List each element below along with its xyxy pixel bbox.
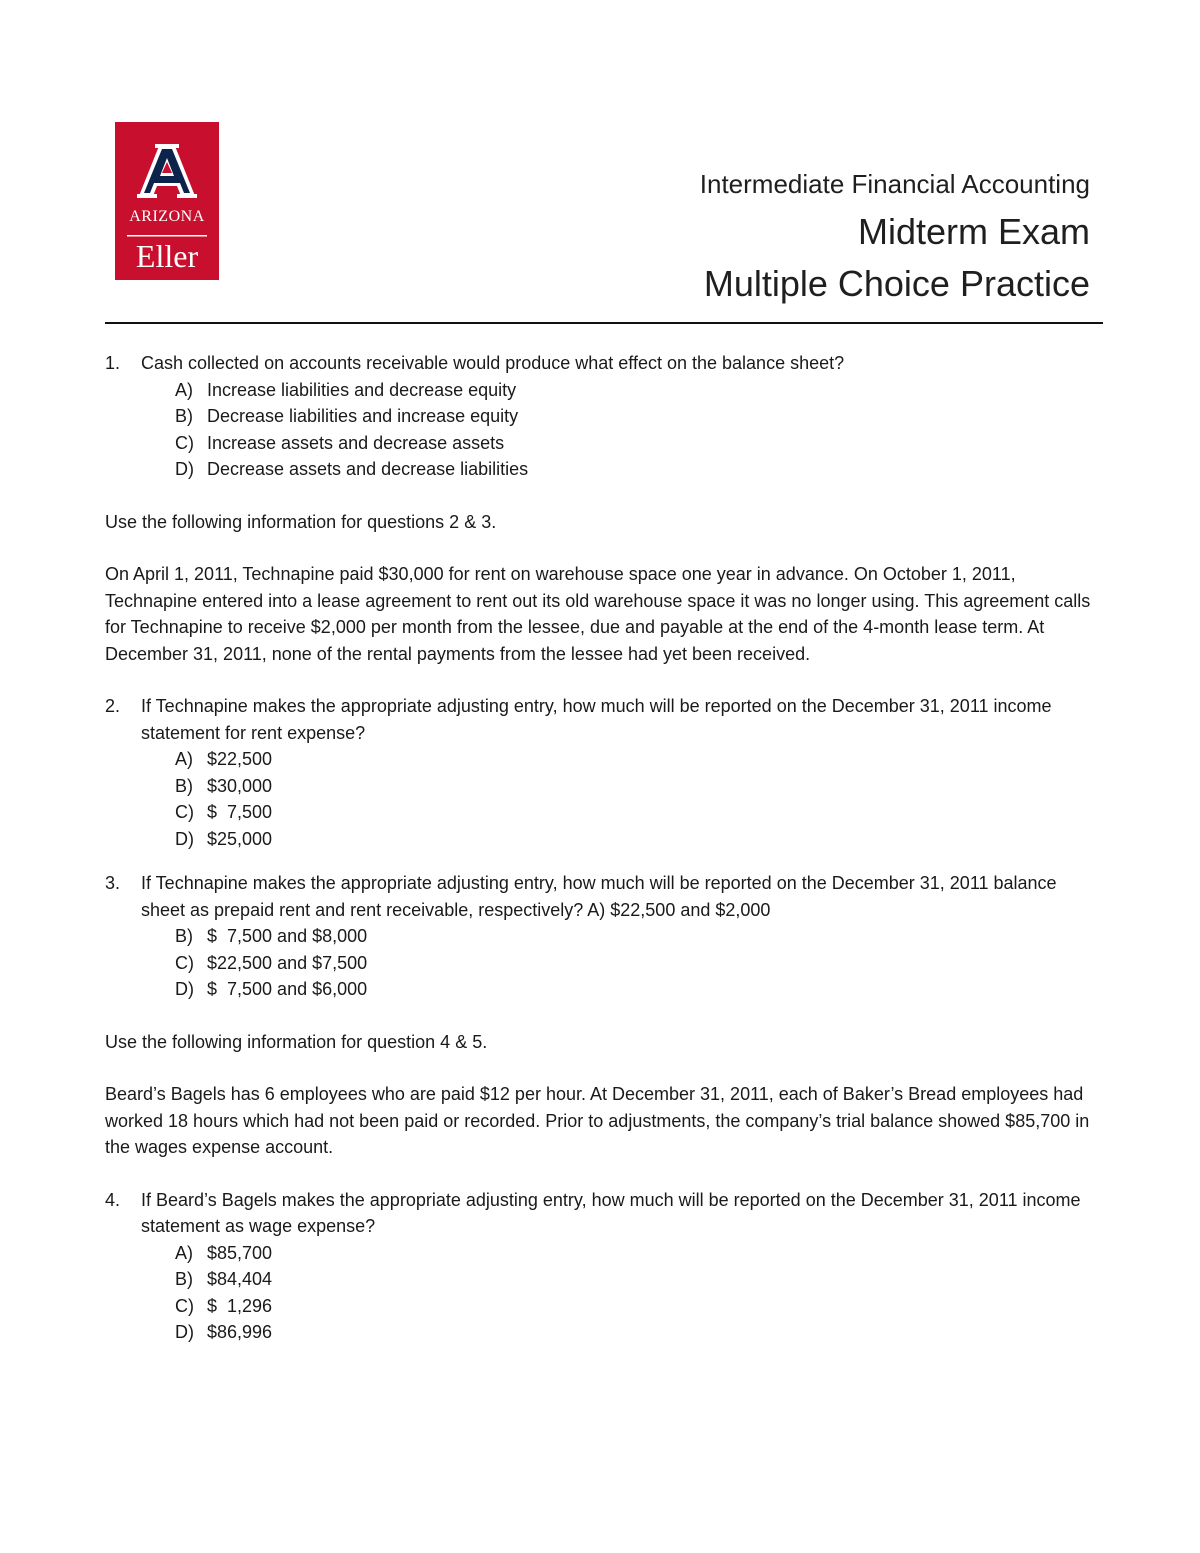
option-d: D) $25,000: [175, 828, 273, 849]
question-1: [105, 350, 1100, 377]
header-divider: [105, 322, 1103, 324]
exam-content: [105, 350, 1100, 1346]
question-4-options: [105, 1240, 1100, 1346]
exam-subtitle: Multiple Choice Practice: [703, 263, 1090, 304]
question-number: 2.: [105, 696, 121, 716]
logo-text-eller: Eller: [135, 238, 199, 274]
info-intro-1: Use the following information for questions 2 & 3.: [105, 511, 497, 532]
option-d: D) $86,996: [175, 1322, 273, 1342]
question-4: [105, 1187, 1100, 1240]
option-a: A) $22,500: [175, 749, 273, 769]
course-title: Intermediate Financial Accounting: [699, 169, 1090, 199]
option-d: D) Decrease assets and decrease liabilities: [175, 459, 529, 479]
exam-title: Midterm Exam: [857, 211, 1090, 252]
question-text: If Technapine makes the appropriate adjusting entry, how much will be reported on the December 31, 2011 balance sheet as prepaid rent and rent receivable, respectively? A) $22,500 and $2,000: [141, 873, 1057, 920]
option-c: C) Increase assets and decrease assets: [175, 432, 505, 453]
question-3: [105, 870, 1100, 923]
question-text: Cash collected on accounts receivable would produce what effect on the balance sheet?: [141, 353, 845, 373]
question-1-options: [105, 377, 1100, 483]
option-a: A) Increase liabilities and decrease equity: [175, 379, 517, 400]
info-intro-2: Use the following information for question 4 & 5.: [105, 1031, 488, 1052]
logo-text-arizona: ARIZONA: [129, 208, 205, 225]
option-c: C) $22,500 and $7,500: [175, 952, 368, 973]
option-b: B) $ 7,500 and $8,000: [175, 926, 368, 946]
question-text: If Technapine makes the appropriate adjusting entry, how much will be reported on the December 31, 2011 income statement for rent expense?: [141, 696, 1052, 743]
option-c: C) $ 7,500: [175, 802, 273, 822]
question-number: 4.: [105, 1189, 121, 1210]
question-text: If Beard’s Bagels makes the appropriate adjusting entry, how much will be reported on the December 31, 2011 income statement as wage expense?: [141, 1189, 1081, 1236]
option-b: B) Decrease liabilities and increase equity: [175, 406, 519, 426]
info-body-2: Beard’s Bagels has 6 employees who are paid $12 per hour. At December 31, 2011, each of Baker’s Bread employees had worked 18 hours which had not been paid or recorded. Prior to adjustments, the company’s trial balance showed $85,700 in the wages expense account.: [105, 1084, 1090, 1157]
option-c: C) $ 1,296: [175, 1295, 273, 1316]
question-2: [105, 693, 1100, 746]
document-header: [700, 166, 1090, 310]
question-2-options: [105, 746, 1100, 852]
option-b: B) $30,000: [175, 775, 273, 796]
option-a: A) $85,700: [175, 1242, 273, 1263]
question-number: 1.: [105, 353, 121, 373]
question-number: 3.: [105, 873, 121, 893]
option-d: D) $ 7,500 and $6,000: [175, 979, 368, 999]
info-body-1: On April 1, 2011, Technapine paid $30,000 for rent on warehouse space one year in advance. On October 1, 2011, Technapine entered into a lease agreement to rent out its old warehouse space it was no longer using. This agreement calls for Technapine to receive $2,000 per month from the lessee, due and payable at the end of the 4-month lease term. At December 31, 2011, none of the rental payments from the lessee had yet been received.: [105, 564, 1091, 664]
option-b: B) $84,404: [175, 1269, 273, 1289]
question-3-options: [105, 923, 1100, 1003]
arizona-eller-logo: [115, 122, 219, 280]
